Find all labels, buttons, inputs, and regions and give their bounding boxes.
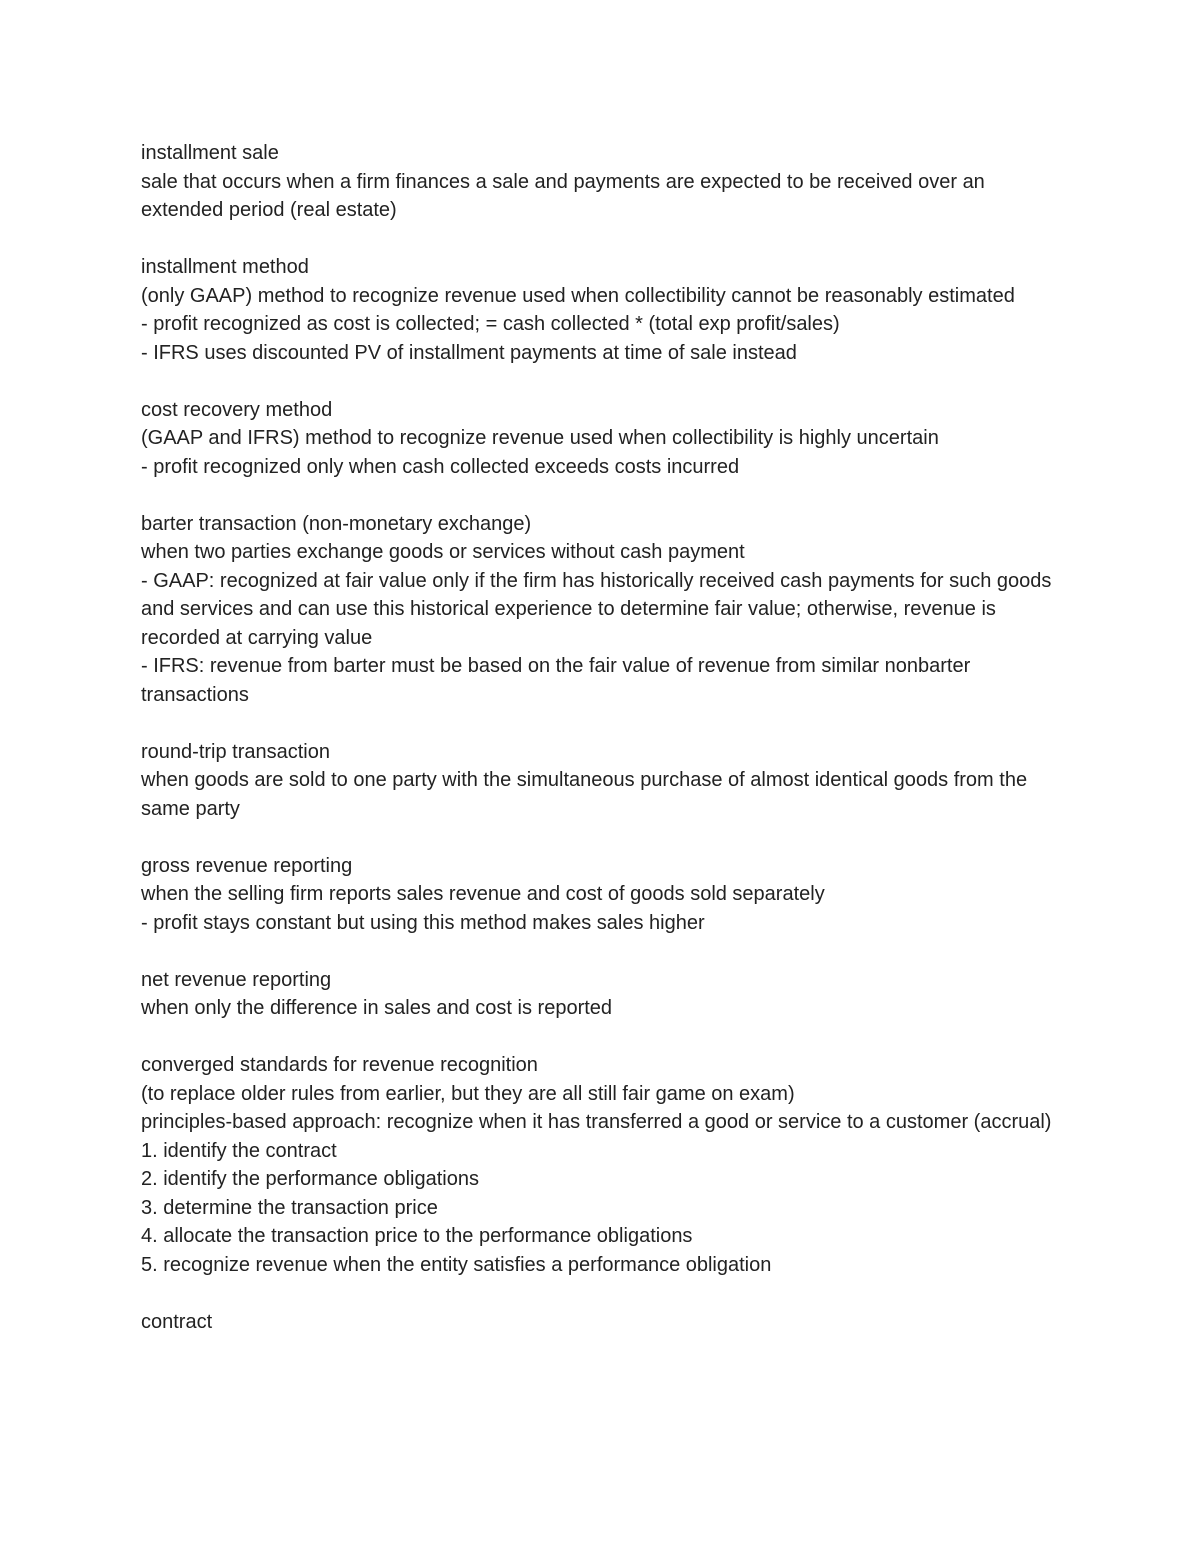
term-heading: gross revenue reporting (141, 854, 353, 877)
term-definition: (only GAAP) method to recognize revenue used when collectibility cannot be reasonably estimated (141, 284, 1015, 307)
list-item: 1. identify the contract (141, 1139, 337, 1162)
term-heading: contract (141, 1310, 213, 1333)
term-heading: installment method (141, 256, 309, 278)
term-heading: barter transaction (non-monetary exchange) (141, 512, 532, 535)
term-heading: cost recovery method (141, 398, 333, 421)
list-item: 5. recognize revenue when the entity satisfies a performance obligation (141, 1253, 772, 1276)
term-definition: when only the difference in sales and cost is reported (141, 997, 613, 1019)
term-round-trip-transaction (141, 738, 1071, 824)
term-heading: round-trip transaction (141, 740, 330, 763)
term-net-revenue-reporting (141, 966, 1071, 1023)
term-note: principles-based approach: recognize when it has transferred a good or service to a customer (accrual) (141, 1111, 1052, 1133)
term-definition: (GAAP and IFRS) method to recognize revenue used when collectibility is highly uncertain (141, 427, 939, 449)
term-converged-standards (141, 1051, 1071, 1279)
term-note: - GAAP: recognized at fair value only if the firm has historically received cash payments for such goods and services and can use this historical experience to determine fair value; otherwise, revenue is recorded at carrying value (141, 569, 1052, 649)
document-page (141, 139, 1071, 1365)
list-item: 3. determine the transaction price (141, 1196, 438, 1219)
term-definition: when goods are sold to one party with the simultaneous purchase of almost identical goods from the same party (141, 769, 1028, 820)
term-gross-revenue-reporting (141, 852, 1071, 938)
term-heading: installment sale (141, 142, 279, 164)
term-definition: (to replace older rules from earlier, but they are all still fair game on exam) (141, 1082, 795, 1105)
term-installment-sale (141, 139, 1071, 225)
list-item: 2. identify the performance obligations (141, 1168, 479, 1190)
term-heading: net revenue reporting (141, 968, 332, 991)
term-barter-transaction (141, 510, 1071, 710)
term-definition: when the selling firm reports sales revenue and cost of goods sold separately (141, 883, 825, 905)
term-note: - IFRS: revenue from barter must be based on the fair value of revenue from similar nonbarter transactions (141, 655, 971, 706)
term-installment-method (141, 253, 1071, 367)
term-note: - profit stays constant but using this method makes sales higher (141, 911, 705, 934)
list-item: 4. allocate the transaction price to the performance obligations (141, 1225, 693, 1247)
term-note: - IFRS uses discounted PV of installment payments at time of sale instead (141, 341, 797, 364)
term-definition: when two parties exchange goods or services without cash payment (141, 541, 745, 563)
term-note: - profit recognized only when cash collected exceeds costs incurred (141, 455, 740, 478)
term-note: - profit recognized as cost is collected; = cash collected * (total exp profit/sales) (141, 313, 840, 335)
term-definition: sale that occurs when a firm finances a sale and payments are expected to be received over an extended period (real estate) (141, 170, 985, 221)
term-heading: converged standards for revenue recognition (141, 1054, 538, 1076)
term-cost-recovery-method (141, 396, 1071, 482)
term-contract (141, 1308, 1071, 1337)
